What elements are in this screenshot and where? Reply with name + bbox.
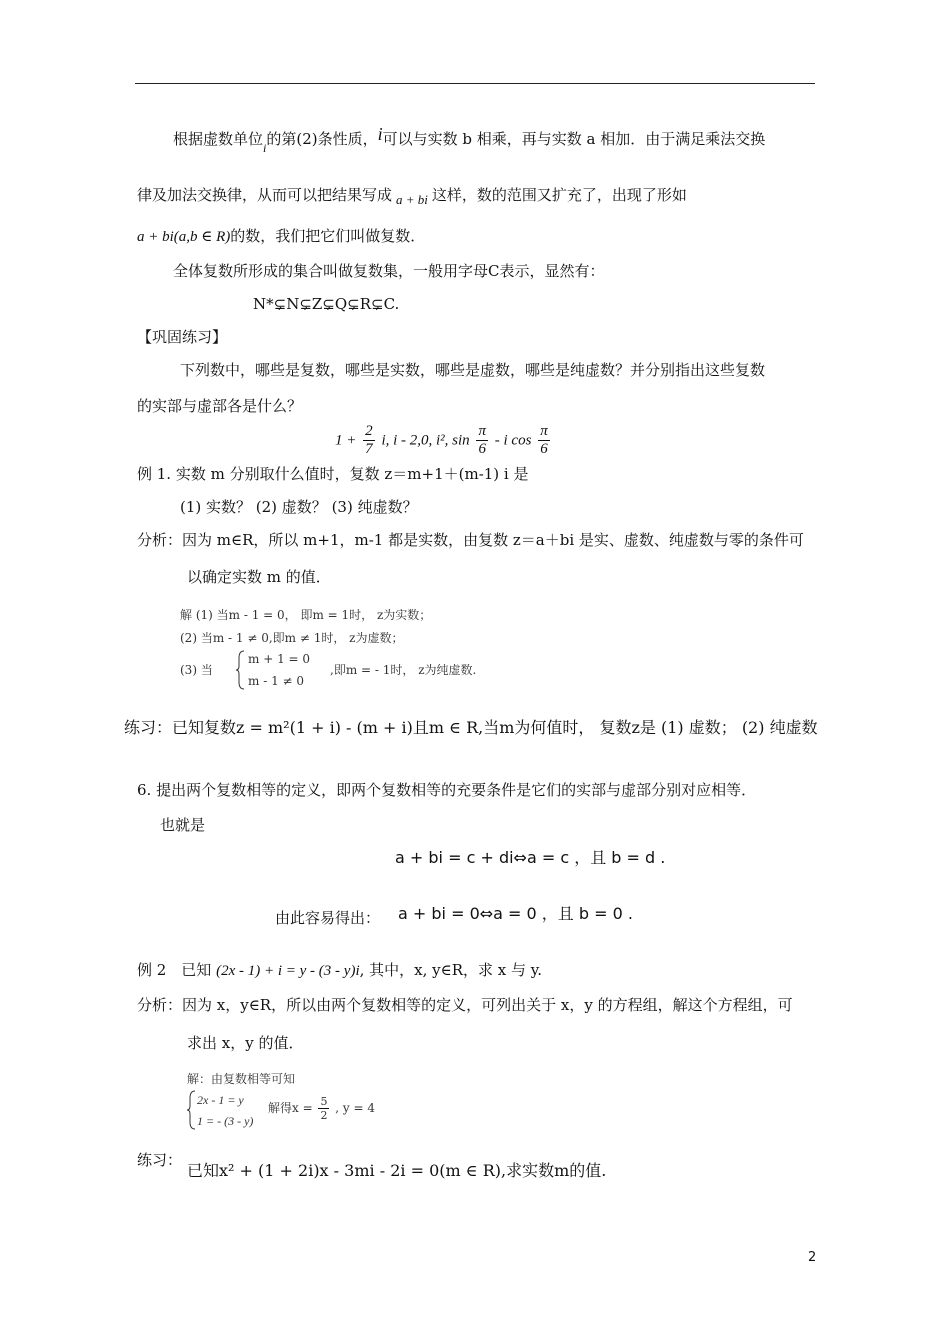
analysis-1-cont: 以确定实数 m 的值． <box>187 568 331 586</box>
solution-1-case-1: 解 (1) 当m - 1 = 0， 即m = 1时， z为实数； <box>180 608 432 622</box>
example-1-questions: (1) 实数？ (2) 虚数？ (3) 纯虚数？ <box>180 498 418 516</box>
solution-2-title: 解：由复数相等可知 <box>187 1072 296 1086</box>
analysis-1: 分析：因为 m∈R，所以 m+1，m-1 都是实数，由复数 z＝a＋bi 是实、虚数、纯虚数与零的条件可 <box>137 531 804 549</box>
item-6: 6. 提出两个复数相等的定义，即两个复数相等的充要条件是它们的实部与虚部分别对应相等． <box>137 781 757 799</box>
frac-num: 2 <box>365 423 373 439</box>
para2-text-b: 这样，数的范围又扩充了，出现了形如 <box>431 186 687 204</box>
frac-num: 5 <box>320 1095 328 1108</box>
para-4: 全体复数所形成的集合叫做复数集，一般用字母C表示，显然有： <box>173 262 605 280</box>
fraction-2-7 <box>363 423 375 458</box>
para2-text-a: 律及加法交换律，从而可以把结果写成 <box>137 186 393 204</box>
equality-zero-label: 由此容易得出： <box>275 909 381 927</box>
example-2 <box>137 960 542 981</box>
frac-den: 7 <box>365 441 373 457</box>
frac-den: 6 <box>478 441 486 457</box>
practice-2-label: 练习： <box>137 1151 183 1169</box>
practice-2: 已知x² + (1 + 2i)x - 3mi - 2i = 0(m ∈ R),求实数m的值. <box>187 1161 607 1180</box>
analysis-2: 分析：因为 x，y∈R，所以由两个复数相等的定义，可列出关于 x，y 的方程组，解这个方程组，可 <box>137 996 793 1014</box>
case3-label: (3) 当 <box>180 663 213 677</box>
case3-result: ,即m = - 1时， z为纯虚数. <box>330 663 477 677</box>
solution-1-case-2: (2) 当m - 1 ≠ 0,即m ≠ 1时， z为虚数； <box>180 631 404 645</box>
list-part-b: i, i - 2,0, i², sin <box>381 432 470 449</box>
para3-text: 的数，我们把它们叫做复数． <box>230 227 426 245</box>
system-2-bottom: 1 = - (3 - y) <box>197 1114 254 1128</box>
para-3 <box>137 226 425 247</box>
number-list <box>335 423 552 458</box>
para3-expr: a + bi(a,b ∈ R) <box>137 229 231 245</box>
practice-question-1: 下列数中，哪些是复数，哪些是实数，哪些是虚数，哪些是纯虚数？并分别指出这些复数 <box>180 361 766 379</box>
brace-2 <box>187 1090 197 1130</box>
brace-1 <box>236 650 246 690</box>
fraction-pi-6-b <box>538 423 550 458</box>
equality-rule: a + bi = c + di⇔a = c ，且 b = d . <box>395 848 666 867</box>
para1-text-a: 根据虚数单位 <box>173 130 264 148</box>
item-6-cont: 也就是 <box>160 816 206 834</box>
para1-text-b: 的第(2)条性质， <box>266 130 378 148</box>
frac-num: π <box>540 423 548 439</box>
list-part-c: - i cos <box>494 432 532 449</box>
fraction-pi-6 <box>476 423 488 458</box>
ex2-text: , 其中，x, y∈R，求 x 与 y. <box>359 961 543 979</box>
page-number: 2 <box>808 1250 817 1265</box>
practice-question-2: 的实部与虚部各是什么？ <box>137 397 303 415</box>
result-b: , y = 4 <box>335 1101 376 1115</box>
solution-2-result <box>268 1095 375 1122</box>
result-a: 解得x = <box>268 1101 313 1115</box>
example-1: 例 1. 实数 m 分别取什么值时，复数 z＝m+1＋(m-1) i 是 <box>137 465 529 483</box>
solution-1-case-3 <box>180 660 213 680</box>
para1-text-c: 可以与实数 b 相乘，再与实数 a 相加．由于满足乘法交换 <box>382 130 766 148</box>
system-1-top: m + 1 = 0 <box>248 652 311 666</box>
system-1-bottom: m - 1 ≠ 0 <box>248 674 305 688</box>
frac-den: 2 <box>320 1109 328 1122</box>
para-2 <box>137 185 687 206</box>
imag-unit: i <box>377 124 383 144</box>
system-2-top: 2x - 1 = y <box>197 1093 244 1107</box>
analysis-2-cont: 求出 x，y 的值． <box>187 1034 304 1052</box>
ex2-label: 例 2 已知 <box>137 961 212 979</box>
equality-zero-rule: a + bi = 0⇔a = 0 ，且 b = 0 . <box>398 904 633 923</box>
para-1 <box>173 124 766 155</box>
list-part-a: 1 + <box>335 432 357 449</box>
frac-num: π <box>478 423 486 439</box>
imag-unit-sub: i <box>263 141 267 155</box>
frac-den: 6 <box>540 441 548 457</box>
ex2-expr: (2x - 1) + i = y - (3 - y)i <box>216 963 360 979</box>
header-rule <box>135 83 815 84</box>
section-title: 【巩固练习】 <box>137 328 228 346</box>
para2-expr: a + bi <box>396 192 428 207</box>
set-chain: N*⊊N⊊Z⊊Q⊊R⊊C. <box>253 295 400 313</box>
fraction-5-2 <box>318 1095 329 1122</box>
practice-1: 练习：已知复数z = m²(1 + i) - (m + i)且m ∈ R,当m为何值时， 复数z是 (1) 虚数； (2) 纯虚数 <box>124 718 818 737</box>
